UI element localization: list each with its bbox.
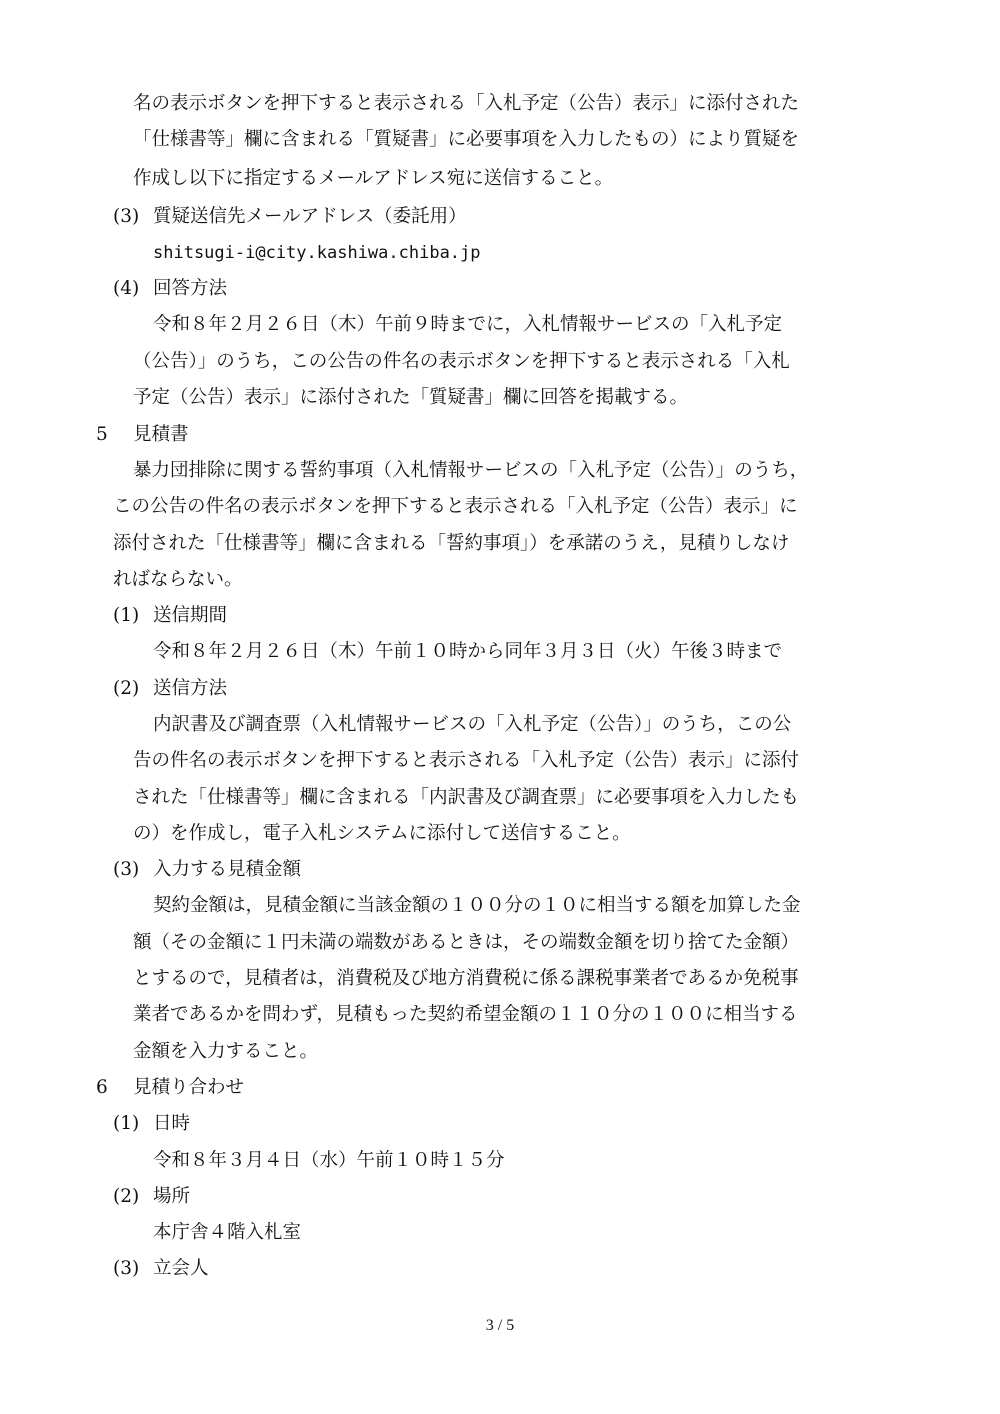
text-line: の）を作成し，電子入札システムに添付して送信すること。 bbox=[133, 823, 631, 844]
text-line: （公告）」のうち，この公告の件名の表示ボタンを押下すると表示される「入札 bbox=[133, 351, 790, 372]
text-line: 名の表示ボタンを押下すると表示される「入札予定（公告）表示」に添付された bbox=[133, 93, 800, 114]
text-line: 「仕様書等」欄に含まれる「質疑書」に必要事項を入力したもの）により質疑を bbox=[133, 129, 800, 150]
text-line: 額（その金額に１円未満の端数があるときは，その端数金額を切り捨てた金額） bbox=[133, 932, 800, 953]
subsection-heading: 立会人 bbox=[153, 1258, 209, 1279]
subsection-heading: 場所 bbox=[153, 1186, 191, 1207]
text-line: 暴力団排除に関する誓約事項（入札情報サービスの「入札予定（公告）」のうち， bbox=[133, 460, 809, 481]
text-line: 本庁舎４階入札室 bbox=[153, 1222, 302, 1243]
text-line: 告の件名の表示ボタンを押下すると表示される「入札予定（公告）表示」に添付 bbox=[133, 750, 800, 771]
section-number: 5 bbox=[96, 424, 108, 445]
subsection-number: (3) bbox=[113, 206, 140, 227]
section-number: 6 bbox=[96, 1077, 108, 1098]
page-number: 3 / 5 bbox=[485, 1317, 515, 1334]
subsection-heading: 送信方法 bbox=[153, 678, 228, 699]
section-heading: 見積書 bbox=[133, 424, 189, 445]
subsection-number: (3) bbox=[113, 859, 140, 880]
text-line: 内訳書及び調査票（入札情報サービスの「入札予定（公告）」のうち，この公 bbox=[153, 714, 792, 735]
text-line: 添付された「仕様書等」欄に含まれる「誓約事項」）を承諾のうえ，見積りしなけ bbox=[113, 533, 790, 554]
text-line: 令和８年２月２６日（木）午前９時までに，入札情報サービスの「入札予定 bbox=[153, 314, 783, 335]
subsection-number: (2) bbox=[113, 678, 140, 699]
subsection-number: (1) bbox=[113, 605, 140, 626]
subsection-number: (3) bbox=[113, 1258, 140, 1279]
text-line: 作成し以下に指定するメールアドレス宛に送信すること。 bbox=[133, 168, 614, 189]
subsection-heading: 質疑送信先メールアドレス（委託用） bbox=[153, 206, 467, 227]
subsection-number: (2) bbox=[113, 1186, 140, 1207]
subsection-number: (1) bbox=[113, 1113, 140, 1134]
text-line: ればならない。 bbox=[113, 569, 243, 590]
text-line: 予定（公告）表示」に添付された「質疑書」欄に回答を掲載する。 bbox=[133, 387, 689, 408]
subsection-heading: 送信期間 bbox=[153, 605, 228, 626]
section-heading: 見積り合わせ bbox=[133, 1077, 245, 1098]
text-line: この公告の件名の表示ボタンを押下すると表示される「入札予定（公告）表示」に bbox=[113, 496, 798, 517]
email-address: shitsugi-i@city.kashiwa.chiba.jp bbox=[153, 243, 481, 263]
subsection-heading: 回答方法 bbox=[153, 278, 228, 299]
text-line: 金額を入力すること。 bbox=[133, 1041, 319, 1062]
text-line: 令和８年２月２６日（木）午前１０時から同年３月３日（火）午後３時まで bbox=[153, 641, 783, 662]
subsection-number: (4) bbox=[113, 278, 140, 299]
text-line: とするので，見積者は，消費税及び地方消費税に係る課税事業者であるか免税事 bbox=[133, 968, 799, 989]
subsection-heading: 入力する見積金額 bbox=[153, 859, 302, 880]
subsection-heading: 日時 bbox=[153, 1113, 191, 1134]
text-line: 契約金額は，見積金額に当該金額の１００分の１０に相当する額を加算した金 bbox=[153, 895, 801, 916]
text-line: された「仕様書等」欄に含まれる「内訳書及び調査票」に必要事項を入力したも bbox=[133, 787, 800, 808]
text-line: 令和８年３月４日（水）午前１０時１５分 bbox=[153, 1150, 505, 1171]
text-line: 業者であるかを問わず，見積もった契約希望金額の１１０分の１００に相当する bbox=[133, 1004, 798, 1025]
